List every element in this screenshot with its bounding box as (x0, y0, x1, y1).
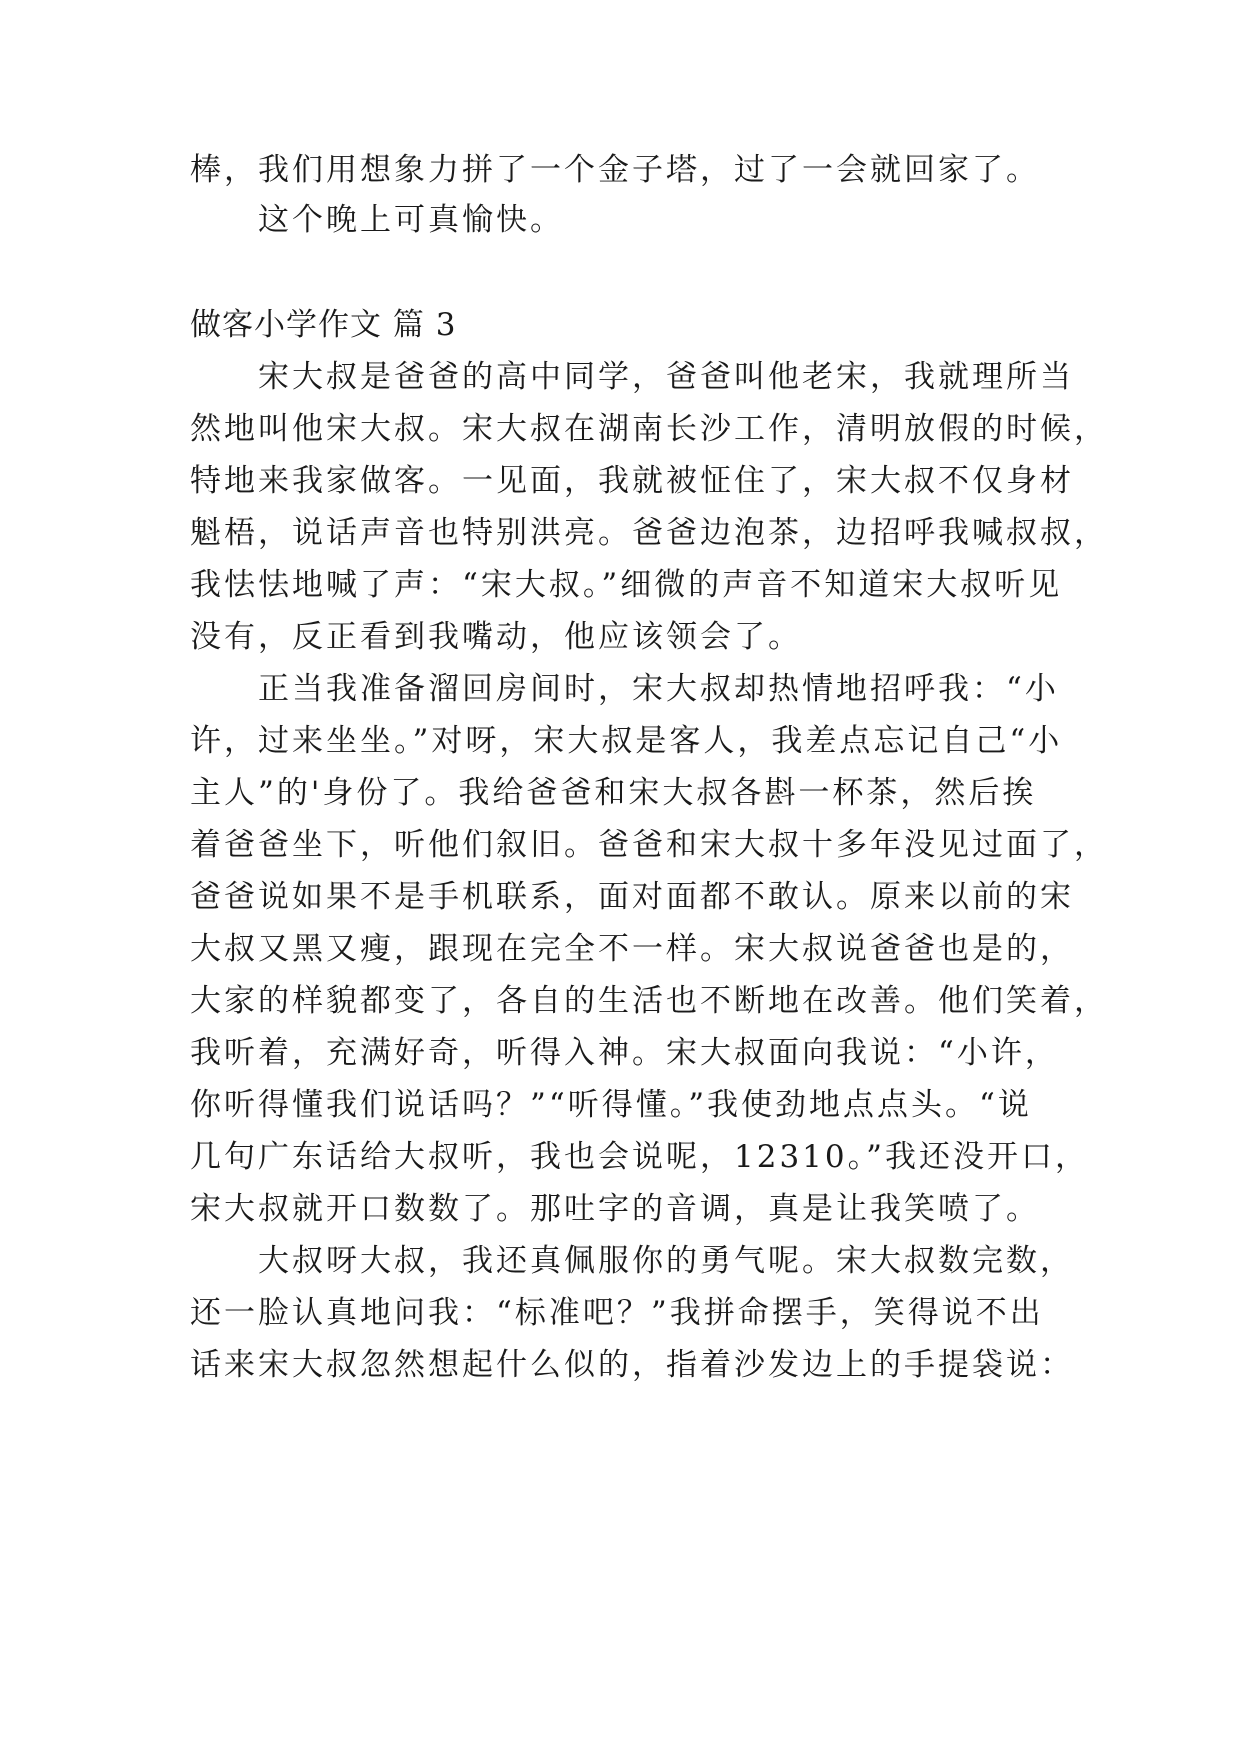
paragraph-line: 着爸爸坐下，听他们叙旧。爸爸和宋大叔十多年没见过面了， (190, 827, 1108, 863)
paragraph-line: 特地来我家做客。一见面，我就被怔住了，宋大叔不仅身材 (190, 463, 1074, 499)
paragraph-line: 大家的样貌都变了，各自的生活也不断地在改善。他们笑着， (190, 983, 1108, 1019)
paragraph-line: 宋大叔就开口数数了。那吐字的音调，真是让我笑喷了。 (190, 1191, 1040, 1227)
paragraph-line: 许，过来坐坐。”对呀，宋大叔是客人，我差点忘记自己“小 (190, 723, 1063, 759)
paragraph-line: 正当我准备溜回房间时，宋大叔却热情地招呼我：“小 (258, 671, 1059, 707)
paragraph-line: 这个晚上可真愉快。 (258, 202, 564, 238)
paragraph-line: 然地叫他宋大叔。宋大叔在湖南长沙工作，清明放假的时候， (190, 411, 1108, 447)
paragraph-line: 主人”的'身份了。我给爸爸和宋大叔各斟一杯茶，然后挨 (190, 775, 1037, 811)
paragraph-line: 宋大叔是爸爸的高中同学，爸爸叫他老宋，我就理所当 (258, 359, 1074, 395)
paragraph-line: 大叔又黑又瘦，跟现在完全不一样。宋大叔说爸爸也是的， (190, 931, 1074, 967)
section-heading: 做客小学作文 篇 3 (190, 307, 457, 343)
paragraph-line: 大叔呀大叔，我还真佩服你的勇气呢。宋大叔数完数， (258, 1243, 1074, 1279)
paragraph-line: 你听得懂我们说话吗？”“听得懂。”我使劲地点点头。“说 (190, 1087, 1032, 1123)
paragraph-line: 魁梧，说话声音也特别洪亮。爸爸边泡茶，边招呼我喊叔叔， (190, 515, 1108, 551)
paragraph-line: 我听着，充满好奇，听得入神。宋大叔面向我说：“小许， (190, 1035, 1059, 1071)
paragraph-line: 还一脸认真地问我：“标准吧？”我拼命摆手，笑得说不出 (190, 1295, 1044, 1331)
paragraph-line: 爸爸说如果不是手机联系，面对面都不敢认。原来以前的宋 (190, 879, 1074, 915)
paragraph-line: 话来宋大叔忽然想起什么似的，指着沙发边上的手提袋说： (190, 1347, 1074, 1383)
paragraph-line: 我怯怯地喊了声：“宋大叔。”细微的声音不知道宋大叔听见 (190, 567, 1063, 603)
paragraph-line: 棒，我们用想象力拼了一个金子塔，过了一会就回家了。 (190, 152, 1040, 188)
paragraph-line: 几句广东话给大叔听，我也会说呢，12310。”我还没开口， (190, 1139, 1089, 1175)
paragraph-line: 没有，反正看到我嘴动，他应该领会了。 (190, 619, 802, 655)
